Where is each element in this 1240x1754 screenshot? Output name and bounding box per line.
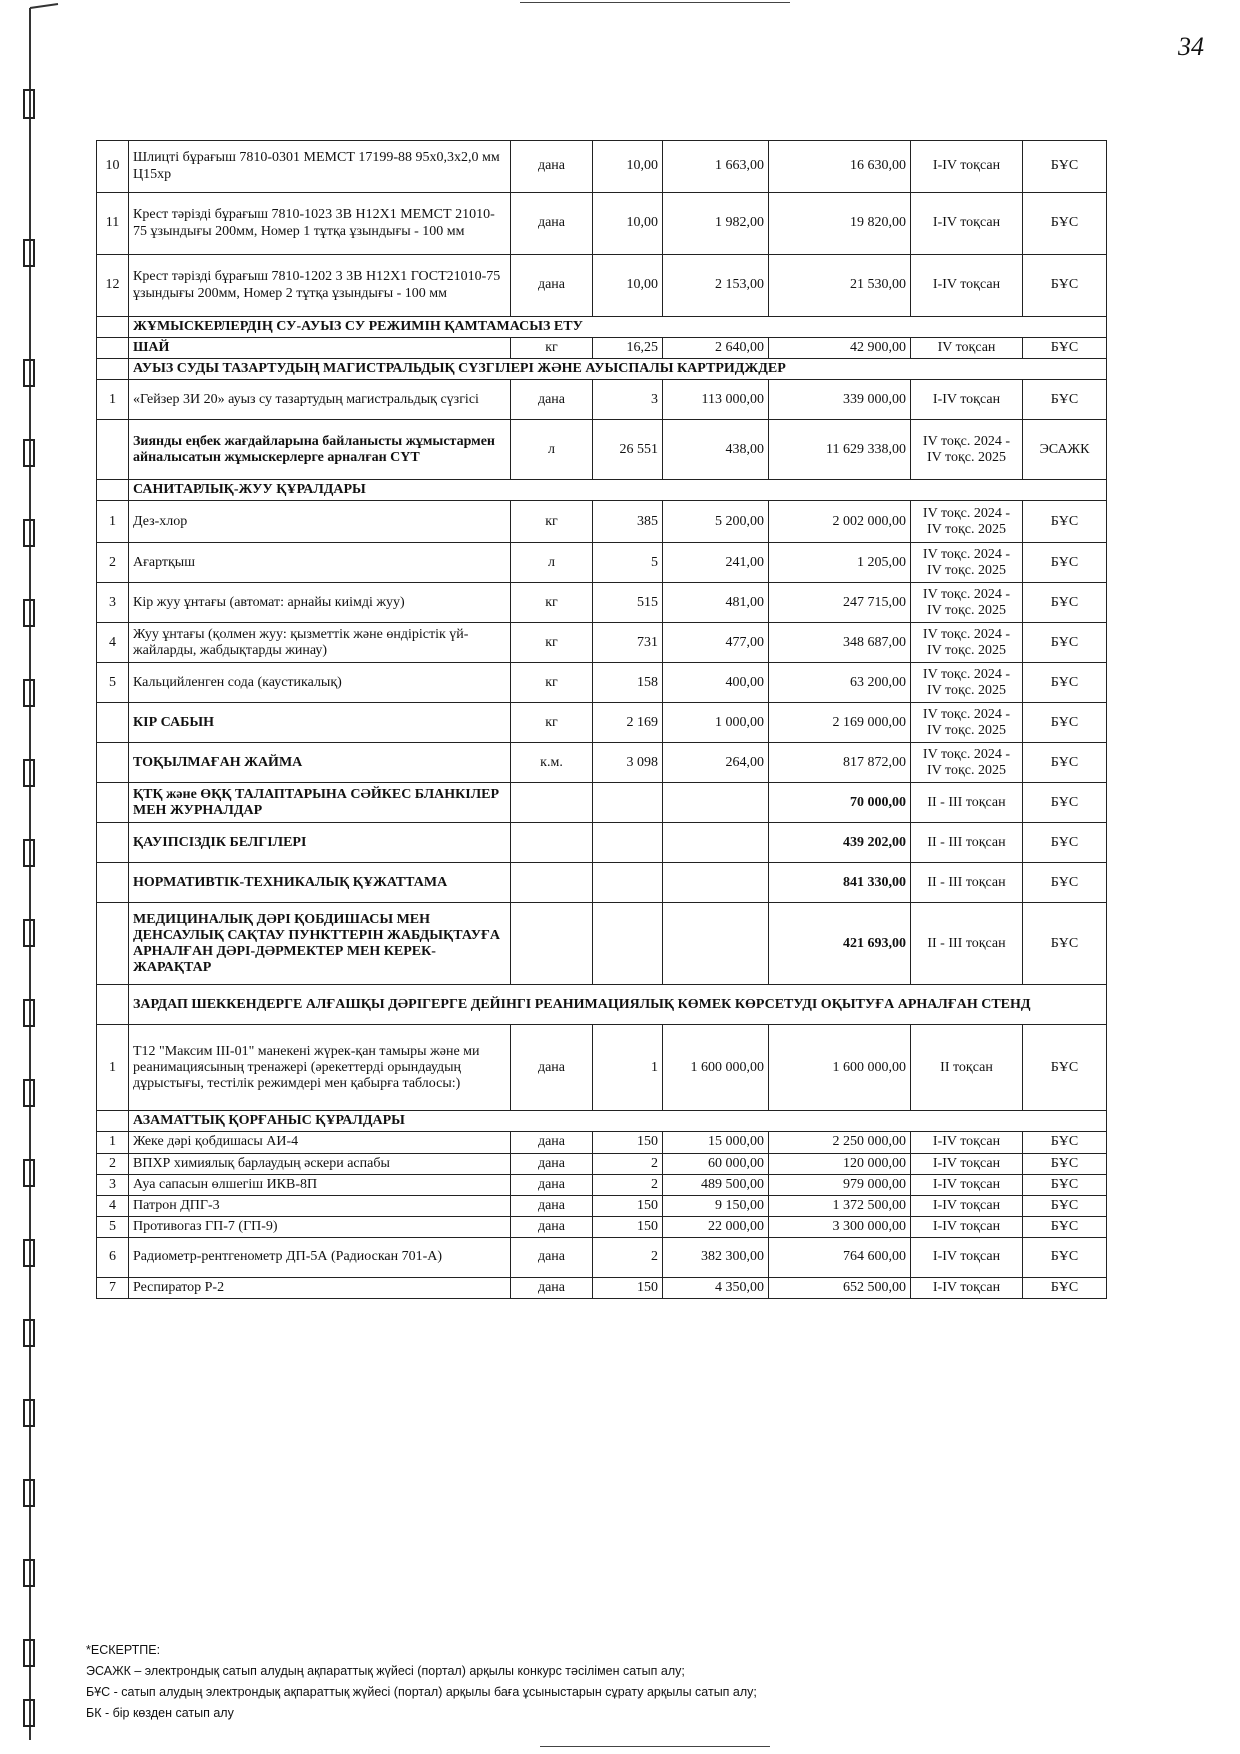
item-name: «Гейзер 3И 20» ауыз су тазартудың магистральдық сүзгісі (129, 380, 511, 420)
item-sum: 652 500,00 (769, 1277, 911, 1298)
item-method: БҰС (1023, 903, 1107, 985)
table-row (97, 141, 1107, 193)
item-method: БҰС (1023, 255, 1107, 317)
item-name: Кальцийленген сода (каустикалық) (129, 663, 511, 703)
section-title: ЖҰМЫСКЕРЛЕРДІҢ СУ-АУЫЗ СУ РЕЖИМІН ҚАМТАМАСЫЗ ЕТУ (129, 317, 1107, 338)
section-header-row (97, 480, 1107, 501)
item-name: Патрон ДПГ-3 (129, 1195, 511, 1216)
item-quantity (593, 903, 663, 985)
row-number: 3 (97, 583, 129, 623)
section-title: АЗАМАТТЫҚ ҚОРҒАНЫС ҚҰРАЛДАРЫ (129, 1111, 1107, 1132)
item-unit: кг (511, 338, 593, 359)
item-price: 22 000,00 (663, 1216, 769, 1237)
item-unit: дана (511, 1174, 593, 1195)
item-period: IV тоқс. 2024 - IV тоқс. 2025 (911, 501, 1023, 543)
item-sum: 841 330,00 (769, 863, 911, 903)
table-row (97, 501, 1107, 543)
item-price (663, 783, 769, 823)
row-number: 2 (97, 543, 129, 583)
item-quantity: 3 (593, 380, 663, 420)
item-price: 264,00 (663, 743, 769, 783)
item-quantity: 150 (593, 1195, 663, 1216)
item-price: 477,00 (663, 623, 769, 663)
item-sum: 421 693,00 (769, 903, 911, 985)
item-price (663, 903, 769, 985)
item-sum: 2 250 000,00 (769, 1132, 911, 1153)
item-period: IV тоқс. 2024 - IV тоқс. 2025 (911, 583, 1023, 623)
item-quantity: 731 (593, 623, 663, 663)
item-period: I-IV тоқсан (911, 1237, 1023, 1277)
item-quantity: 10,00 (593, 141, 663, 193)
row-number (97, 823, 129, 863)
item-price: 60 000,00 (663, 1153, 769, 1174)
item-quantity: 2 169 (593, 703, 663, 743)
table-row (97, 823, 1107, 863)
row-number: 4 (97, 1195, 129, 1216)
item-method: БҰС (1023, 783, 1107, 823)
item-unit: дана (511, 1237, 593, 1277)
table-row (97, 1132, 1107, 1153)
item-name: Жеке дәрі қобдишасы АИ-4 (129, 1132, 511, 1153)
item-period: I-IV тоқсан (911, 1195, 1023, 1216)
item-sum: 3 300 000,00 (769, 1216, 911, 1237)
item-sum: 439 202,00 (769, 823, 911, 863)
item-sum: 120 000,00 (769, 1153, 911, 1174)
item-period: II тоқсан (911, 1025, 1023, 1111)
item-method: БҰС (1023, 193, 1107, 255)
item-period: I-IV тоқсан (911, 380, 1023, 420)
item-sum: 817 872,00 (769, 743, 911, 783)
footnote-heading: *ЕСКЕРТПЕ: (86, 1643, 161, 1657)
item-unit: дана (511, 1195, 593, 1216)
row-number: 5 (97, 663, 129, 703)
item-price (663, 863, 769, 903)
item-quantity: 515 (593, 583, 663, 623)
item-unit: дана (511, 1132, 593, 1153)
item-sum: 764 600,00 (769, 1237, 911, 1277)
item-name: Кір жуу ұнтағы (автомат: арнайы киімді жуу) (129, 583, 511, 623)
item-name: Крест тәрізді бұрағыш 7810-1023 3В Н12Х1 МЕМСТ 21010-75 ұзындығы 200мм, Номер 1 тұтқа ұзындығы - 100 мм (129, 193, 511, 255)
item-method: БҰС (1023, 1195, 1107, 1216)
item-method: БҰС (1023, 743, 1107, 783)
row-number (97, 703, 129, 743)
item-period: IV тоқс. 2024 - IV тоқс. 2025 (911, 623, 1023, 663)
item-quantity: 150 (593, 1216, 663, 1237)
item-name: ҚАУІПСІЗДІК БЕЛГІЛЕРІ (129, 823, 511, 863)
item-quantity: 5 (593, 543, 663, 583)
item-period: IV тоқс. 2024 - IV тоқс. 2025 (911, 743, 1023, 783)
row-number (97, 338, 129, 359)
item-sum: 11 629 338,00 (769, 420, 911, 480)
item-price: 2 640,00 (663, 338, 769, 359)
item-sum: 979 000,00 (769, 1174, 911, 1195)
item-price: 382 300,00 (663, 1237, 769, 1277)
item-price: 5 200,00 (663, 501, 769, 543)
item-unit: дана (511, 1153, 593, 1174)
item-unit (511, 863, 593, 903)
row-number: 6 (97, 1237, 129, 1277)
item-name: НОРМАТИВТІК-ТЕХНИКАЛЫҚ ҚҰЖАТТАМА (129, 863, 511, 903)
item-period: II - III тоқсан (911, 823, 1023, 863)
table-row (97, 1237, 1107, 1277)
item-period: I-IV тоқсан (911, 1132, 1023, 1153)
item-method: БҰС (1023, 623, 1107, 663)
item-unit: дана (511, 193, 593, 255)
section-title: ЗАРДАП ШЕККЕНДЕРГЕ АЛҒАШҚЫ ДӘРІГЕРГЕ ДЕЙІНГІ РЕАНИМАЦИЯЛЫҚ КӨМЕК КӨРСЕТУДІ ОҚЫТУҒА АРНАЛҒАН СТЕНД (129, 985, 1107, 1025)
item-quantity: 150 (593, 1132, 663, 1153)
table-row (97, 583, 1107, 623)
item-sum: 19 820,00 (769, 193, 911, 255)
table-row (97, 420, 1107, 480)
item-unit: дана (511, 1025, 593, 1111)
item-period: IV тоқсан (911, 338, 1023, 359)
item-period: I-IV тоқсан (911, 1216, 1023, 1237)
item-price: 15 000,00 (663, 1132, 769, 1153)
row-number (97, 903, 129, 985)
item-name: ТОҚЫЛМАҒАН ЖАЙМА (129, 743, 511, 783)
item-method: БҰС (1023, 141, 1107, 193)
item-price: 2 153,00 (663, 255, 769, 317)
item-quantity: 16,25 (593, 338, 663, 359)
item-unit: к.м. (511, 743, 593, 783)
item-sum: 247 715,00 (769, 583, 911, 623)
item-price: 438,00 (663, 420, 769, 480)
section-header-row (97, 359, 1107, 380)
item-quantity (593, 823, 663, 863)
row-number: 3 (97, 1174, 129, 1195)
item-unit: кг (511, 703, 593, 743)
item-name: Дез-хлор (129, 501, 511, 543)
table-row (97, 193, 1107, 255)
item-method: БҰС (1023, 1216, 1107, 1237)
item-price: 400,00 (663, 663, 769, 703)
item-period: II - III тоқсан (911, 863, 1023, 903)
table-row (97, 1025, 1107, 1111)
item-name: Жуу ұнтағы (қолмен жуу: қызметтік және өндірістік үй-жайларды, жабдықтарды жинау) (129, 623, 511, 663)
item-price: 4 350,00 (663, 1277, 769, 1298)
section-title: САНИТАРЛЫҚ-ЖУУ ҚҰРАЛДАРЫ (129, 480, 1107, 501)
item-sum: 1 205,00 (769, 543, 911, 583)
item-unit: дана (511, 1216, 593, 1237)
table-row (97, 543, 1107, 583)
item-name: МЕДИЦИНАЛЫҚ ДӘРІ ҚОБДИШАСЫ МЕН ДЕНСАУЛЫҚ САҚТАУ ПУНКТТЕРІН ЖАБДЫҚТАУҒА АРНАЛҒАН ДӘРІ-ДӘРМЕКТЕР МЕН КЕРЕК-ЖАРАҚТАР (129, 903, 511, 985)
item-sum: 63 200,00 (769, 663, 911, 703)
item-name: Шлицті бұрағыш 7810-0301 МЕМСТ 17199-88 95х0,3х2,0 мм Ц15хр (129, 141, 511, 193)
item-name: КІР САБЫН (129, 703, 511, 743)
item-period: II - III тоқсан (911, 903, 1023, 985)
item-quantity: 2 (593, 1153, 663, 1174)
item-sum: 42 900,00 (769, 338, 911, 359)
item-unit: дана (511, 380, 593, 420)
table-row (97, 663, 1107, 703)
scan-edge-top (520, 2, 790, 3)
item-method: БҰС (1023, 1174, 1107, 1195)
item-unit: кг (511, 501, 593, 543)
item-method: БҰС (1023, 1237, 1107, 1277)
item-price: 241,00 (663, 543, 769, 583)
item-quantity: 2 (593, 1174, 663, 1195)
item-unit: л (511, 543, 593, 583)
table-row (97, 1216, 1107, 1237)
section-header-row (97, 1111, 1107, 1132)
table-row (97, 743, 1107, 783)
item-name: ҚТҚ және ӨҚҚ ТАЛАПТАРЫНА СӘЙКЕС БЛАНКІЛЕР МЕН ЖУРНАЛДАР (129, 783, 511, 823)
item-method: БҰС (1023, 501, 1107, 543)
binding-holes-strip (0, 0, 60, 1754)
item-unit: кг (511, 583, 593, 623)
row-number: 5 (97, 1216, 129, 1237)
item-quantity: 1 (593, 1025, 663, 1111)
section-num-cell (97, 317, 129, 338)
row-number (97, 743, 129, 783)
table-row (97, 703, 1107, 743)
section-num-cell (97, 359, 129, 380)
item-price: 481,00 (663, 583, 769, 623)
item-unit: кг (511, 663, 593, 703)
item-period: II - III тоқсан (911, 783, 1023, 823)
footnote-bk: БК - бір көзден сатып алу (86, 1706, 234, 1720)
item-name: Т12 "Максим III-01" манекені жүрек-қан тамыры және ми реанимациясының тренажері (әрекеттерді орындаудың дұрыстығы, тестілік режимдері мен қабырға таблосы:) (129, 1025, 511, 1111)
item-method: БҰС (1023, 1277, 1107, 1298)
table-row (97, 338, 1107, 359)
table-row (97, 863, 1107, 903)
item-price: 1 600 000,00 (663, 1025, 769, 1111)
table-row (97, 903, 1107, 985)
footnotes (86, 1640, 757, 1724)
item-unit (511, 903, 593, 985)
row-number: 7 (97, 1277, 129, 1298)
item-method: БҰС (1023, 823, 1107, 863)
item-quantity: 158 (593, 663, 663, 703)
item-name: ШАЙ (129, 338, 511, 359)
item-name: Крест тәрізді бұрағыш 7810-1202 3 3В Н12Х1 ГОСТ21010-75 ұзындығы 200мм, Номер 2 тұтқа ұзындығы - 100 мм (129, 255, 511, 317)
item-method: БҰС (1023, 703, 1107, 743)
section-num-cell (97, 480, 129, 501)
section-header-row (97, 317, 1107, 338)
section-num-cell (97, 985, 129, 1025)
item-quantity: 2 (593, 1237, 663, 1277)
footnote-bus: БҰС - сатып алудың электрондық ақпараттық жүйесі (портал) арқылы баға ұсыныстарын сұрату арқылы сатып алу; (86, 1685, 757, 1699)
item-method: ЭСАЖК (1023, 420, 1107, 480)
table-row (97, 1195, 1107, 1216)
footnote-esazhk: ЭСАЖК – электрондық сатып алудың ақпараттық жүйесі (портал) арқылы конкурс тәсілімен сатып алу; (86, 1664, 685, 1678)
item-price (663, 823, 769, 863)
table-row (97, 380, 1107, 420)
row-number: 12 (97, 255, 129, 317)
item-price: 9 150,00 (663, 1195, 769, 1216)
item-period: I-IV тоқсан (911, 255, 1023, 317)
item-sum: 339 000,00 (769, 380, 911, 420)
item-price: 1 000,00 (663, 703, 769, 743)
item-period: IV тоқс. 2024 - IV тоқс. 2025 (911, 663, 1023, 703)
row-number (97, 420, 129, 480)
table-row (97, 783, 1107, 823)
item-price: 113 000,00 (663, 380, 769, 420)
row-number: 10 (97, 141, 129, 193)
item-sum: 21 530,00 (769, 255, 911, 317)
item-name: Ауа сапасын өлшегіш ИКВ-8П (129, 1174, 511, 1195)
row-number (97, 783, 129, 823)
item-method: БҰС (1023, 1153, 1107, 1174)
item-method: БҰС (1023, 1132, 1107, 1153)
item-quantity: 10,00 (593, 255, 663, 317)
item-name: Респиратор Р-2 (129, 1277, 511, 1298)
item-price: 489 500,00 (663, 1174, 769, 1195)
item-period: IV тоқс. 2024 - IV тоқс. 2025 (911, 543, 1023, 583)
row-number: 11 (97, 193, 129, 255)
item-method: БҰС (1023, 663, 1107, 703)
item-period: IV тоқс. 2024 - IV тоқс. 2025 (911, 420, 1023, 480)
item-unit: дана (511, 1277, 593, 1298)
item-name: Радиометр-рентгенометр ДП-5А (Радиоскан 701-А) (129, 1237, 511, 1277)
item-unit (511, 823, 593, 863)
table-row (97, 623, 1107, 663)
section-header-row (97, 985, 1107, 1025)
item-unit: л (511, 420, 593, 480)
item-method: БҰС (1023, 338, 1107, 359)
item-period: I-IV тоқсан (911, 141, 1023, 193)
item-period: I-IV тоқсан (911, 1174, 1023, 1195)
item-sum: 1 600 000,00 (769, 1025, 911, 1111)
section-num-cell (97, 1111, 129, 1132)
scan-edge-bottom (540, 1746, 770, 1747)
item-name: Противогаз ГП-7 (ГП-9) (129, 1216, 511, 1237)
item-method: БҰС (1023, 380, 1107, 420)
item-sum: 1 372 500,00 (769, 1195, 911, 1216)
table-row (97, 255, 1107, 317)
table-row (97, 1174, 1107, 1195)
table-row (97, 1277, 1107, 1298)
section-title: АУЫЗ СУДЫ ТАЗАРТУДЫҢ МАГИСТРАЛЬДЫҚ СҮЗГІЛЕРІ ЖӘНЕ АУЫСПАЛЫ КАРТРИДЖДЕР (129, 359, 1107, 380)
item-sum: 348 687,00 (769, 623, 911, 663)
item-unit: дана (511, 255, 593, 317)
row-number: 2 (97, 1153, 129, 1174)
item-sum: 70 000,00 (769, 783, 911, 823)
item-name: ВПХР химиялық барлаудың әскери аспабы (129, 1153, 511, 1174)
item-unit: кг (511, 623, 593, 663)
item-quantity (593, 863, 663, 903)
row-number: 1 (97, 1025, 129, 1111)
item-quantity: 10,00 (593, 193, 663, 255)
item-quantity: 150 (593, 1277, 663, 1298)
item-price: 1 982,00 (663, 193, 769, 255)
row-number: 1 (97, 380, 129, 420)
item-method: БҰС (1023, 1025, 1107, 1111)
item-sum: 16 630,00 (769, 141, 911, 193)
item-name: Ағартқыш (129, 543, 511, 583)
item-name: Зиянды еңбек жағдайларына байланысты жұмыстармен айналысатын жұмыскерлерге арналған СҮТ (129, 420, 511, 480)
procurement-table (96, 140, 1107, 1299)
item-method: БҰС (1023, 583, 1107, 623)
item-period: I-IV тоқсан (911, 1153, 1023, 1174)
item-method: БҰС (1023, 863, 1107, 903)
item-sum: 2 002 000,00 (769, 501, 911, 543)
item-period: I-IV тоқсан (911, 1277, 1023, 1298)
row-number: 1 (97, 1132, 129, 1153)
item-period: IV тоқс. 2024 - IV тоқс. 2025 (911, 703, 1023, 743)
item-quantity (593, 783, 663, 823)
item-sum: 2 169 000,00 (769, 703, 911, 743)
row-number: 4 (97, 623, 129, 663)
row-number (97, 863, 129, 903)
item-method: БҰС (1023, 543, 1107, 583)
item-quantity: 3 098 (593, 743, 663, 783)
row-number: 1 (97, 501, 129, 543)
page-number: 34 (1178, 32, 1204, 61)
table-row (97, 1153, 1107, 1174)
item-period: I-IV тоқсан (911, 193, 1023, 255)
item-unit (511, 783, 593, 823)
item-quantity: 26 551 (593, 420, 663, 480)
item-unit: дана (511, 141, 593, 193)
item-price: 1 663,00 (663, 141, 769, 193)
item-quantity: 385 (593, 501, 663, 543)
